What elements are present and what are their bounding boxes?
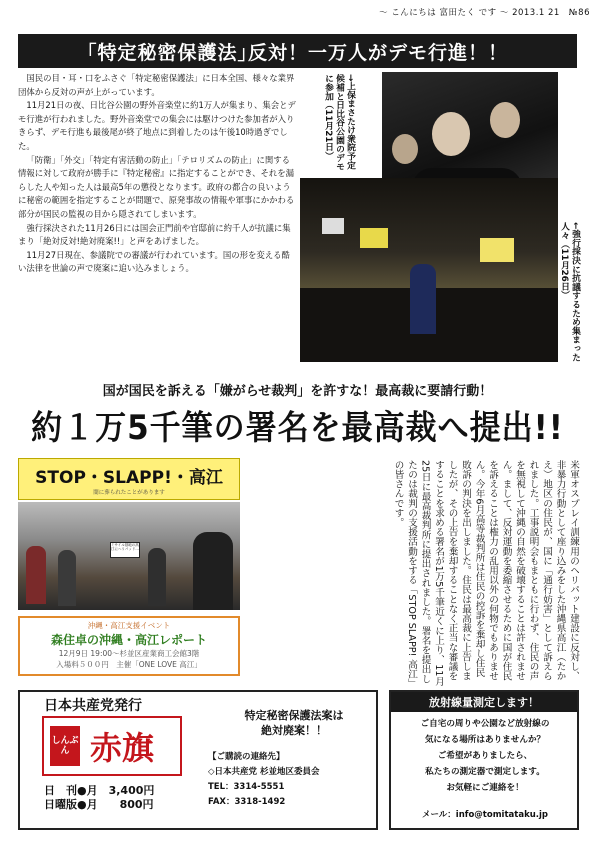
event-date: 12月9日 19:00～杉並区産業商工会館3階: [58, 649, 200, 658]
person-figure: [193, 532, 233, 610]
page-header: ～ こんにちは 富田たく です ～ 2013.1 21 №86: [379, 8, 590, 18]
person-figure: [148, 548, 166, 606]
akahata-contact-head: 【ご購読の連絡先】: [208, 752, 285, 762]
akahata-contact-org: ◇日本共産党 杉並地区委員会: [208, 767, 320, 777]
placard-shape: [480, 238, 514, 262]
akahata-prices: [44, 784, 154, 812]
event-title: 森住卓の沖縄・高江レポート: [50, 633, 207, 647]
event-label: 沖縄・高江支援イベント: [87, 621, 171, 630]
police-figure: [410, 264, 436, 334]
photo1-caption: →上保まさたけ衆院予定候補と日比谷公園のデモに参加（11月21日）: [323, 74, 355, 171]
akahata-logo-small: しんぶん: [50, 726, 80, 766]
article-paragraph: 「防衛」「外交」「特定有害活動の防止」「テロリズムの防止」に関する情報に対して政府が勝手に『特定秘密』に指定することができ、それを漏らした人や知った人は最高5年の懲役となります。政府の都合の良いように秘密の範囲を指定することが問題で、原発事故の情報や軍事にかかわる部分が国民の監視の目から隠されてしまいます。: [18, 154, 295, 219]
placard-shape: [360, 228, 388, 248]
radiation-email[interactable]: メール：info@tomitataku.jp: [421, 810, 549, 820]
radiation-line: 気になる場所はありませんか？: [424, 735, 546, 745]
radiation-body: [397, 716, 573, 796]
face-shape: [392, 134, 418, 164]
person-figure: [26, 546, 46, 604]
stop-slapp-logo-sub: 闇に葬られたことがあります: [93, 489, 165, 496]
placard-shape: [322, 218, 344, 234]
face-shape: [490, 102, 520, 138]
stop-slapp-logo-text: STOP・SLAPP!・高江: [35, 467, 223, 488]
akahata-ad: [18, 690, 378, 830]
article2-headline: 約１万5千筆の署名を最高裁へ提出!!: [31, 408, 564, 448]
supporters-photo: [18, 502, 240, 610]
akahata-contact-fax: FAX：3318-1492: [208, 797, 286, 807]
face-shape: [432, 112, 470, 156]
article-paragraph: 11月21日の夜、日比谷公園の野外音楽堂に約1万人が集まり、集会とデモ行進が行われました。野外音楽堂での集会には駆けつけた参加者が入りきらず、デモ行進も最後尾が終了地点に到着したのは午後10時過ぎでした。: [18, 100, 296, 151]
article-paragraph: 強行採決された11月26日には国会正門前や官邸前に約千人が抗議に集まり「絶対反対!絶対廃案!!」と声をあげました。: [18, 222, 291, 247]
akahata-contact: [208, 750, 320, 810]
radiation-line: ご希望がありましたら、: [437, 751, 533, 761]
akahata-logo-title: 赤旗: [90, 729, 155, 767]
akahata-publisher: 日本共産党発行: [44, 698, 142, 714]
protest-photo-crowd: [300, 178, 558, 362]
photo-sign: ミサイル基地の高江にヘリパッド…: [110, 542, 140, 558]
akahata-price-sunday: 日曜版●月 800円: [44, 798, 154, 811]
article-paragraph: 国民の目・耳・口をふさぐ「特定秘密保護法」に日本全国、様々な業界団体から反対の声が上がっています。: [18, 73, 295, 97]
photo2-caption: ←強行採決に抗議するため集まった人々（11月26日）: [559, 222, 580, 362]
person-figure: [58, 550, 76, 606]
akahata-contact-tel: TEL：3314-5551: [208, 782, 285, 792]
article2-body: 米軍オスプレイ訓練用のヘリパット建設に反対し、非暴力行動として座り込みをした沖縄県高江（たかえ）地区の住民が、国に「通行妨害」として訴えられました。工事説明会もまともに行わず、住民の声を無視して沖縄の自然を破壊することは許されません。まして、反対運動を委縮させるために国が住民を訴えることは権力の乱用以外の何物でもありません。今年6月高等裁判所は住民の控訴を棄却し住民敗訴の判決を出しました。住民は最高裁に上告しましたが、その上告を棄却することなく正当な審議をすることを求める署名が1万5千筆近くに上り、11月25日に最高裁判所に提出されました。署名を提出したのは裁判の支援活動をする「STOP SLAPP! 高江」の皆さんです。: [392, 460, 579, 687]
akahata-slogan: [210, 708, 378, 738]
radiation-line: 私たちの測定器で測定します。: [425, 767, 545, 777]
article-paragraph: 11月27日現在、参議院での審議が行われています。国の形を変える酷い法律を世論の声で廃案に追い込みましょう。: [18, 249, 290, 274]
main-headline: ｢特定秘密保護法｣反対！一万人がデモ行進！！: [18, 34, 577, 68]
akahata-slogan-line1: 特定秘密保護法案は: [244, 709, 344, 722]
article2-subheading: 国が国民を訴える「嫌がらせ裁判」を許すな！最高裁に要請行動！: [102, 384, 493, 399]
stop-slapp-logo: [18, 458, 240, 500]
event-fee: 入場料５００円 主催「ONE LOVE 高江」: [56, 660, 202, 669]
main-article: [18, 72, 298, 362]
radiation-line: お気軽にご連絡を！: [446, 783, 524, 793]
akahata-slogan-line2: 絶対廃案！！: [261, 724, 327, 737]
akahata-logo: [42, 716, 182, 776]
radiation-box: [389, 690, 579, 830]
akahata-price-daily: 日 刊●月 3,400円: [44, 784, 155, 797]
event-box: [18, 616, 240, 676]
radiation-title: 放射線量測定します！: [391, 692, 577, 712]
radiation-line: ご自宅の周りや公園など放射線の: [420, 719, 550, 729]
